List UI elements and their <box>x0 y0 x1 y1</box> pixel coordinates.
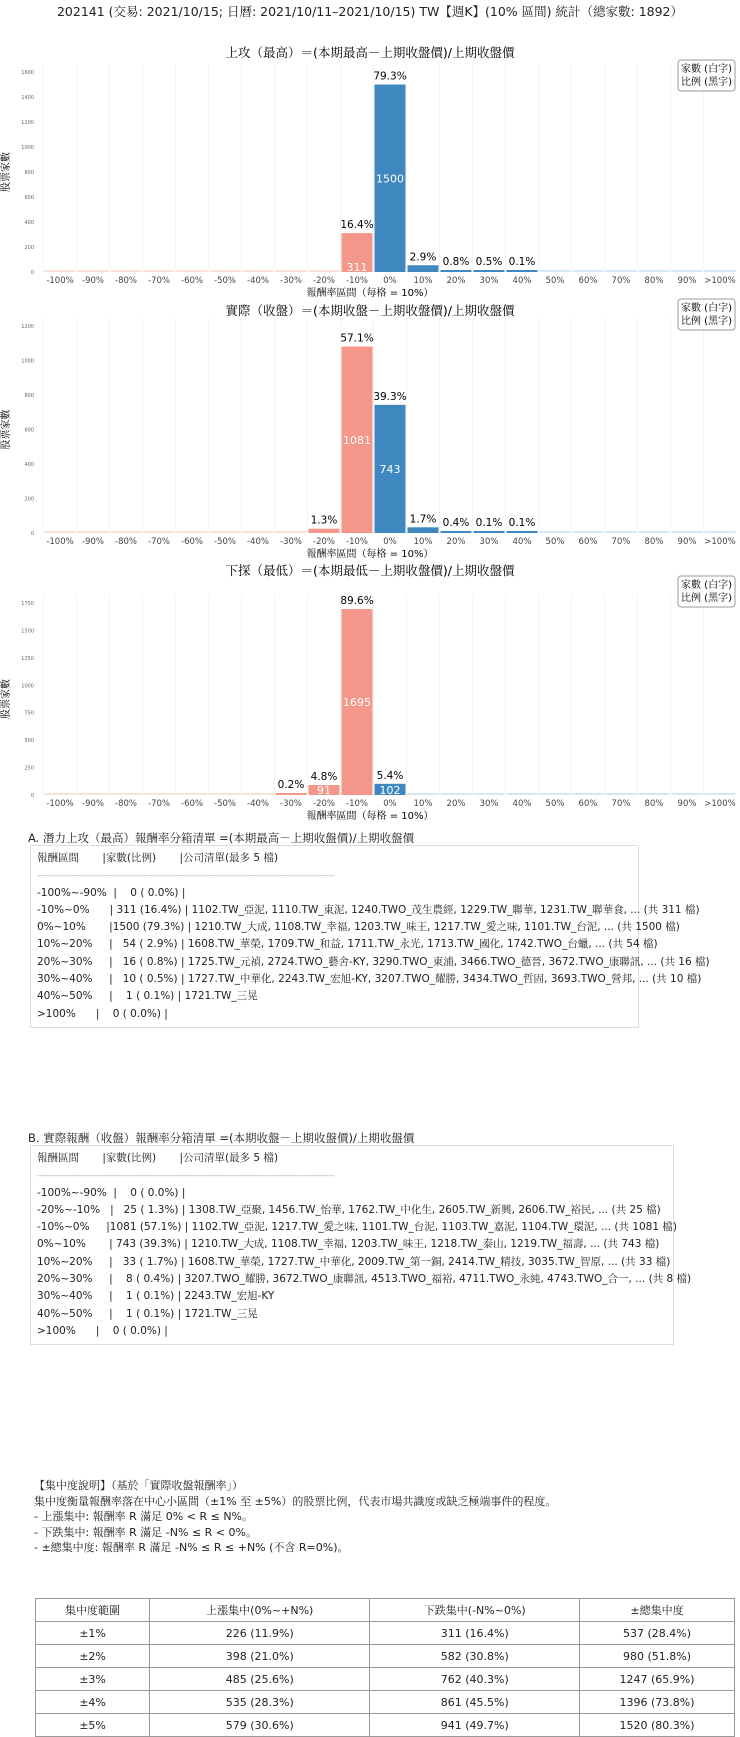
x-tick-label: 70% <box>611 276 631 286</box>
y-tick-label: 400 <box>24 462 34 468</box>
table-header: 集中度範圍 <box>36 1599 150 1622</box>
x-tick-label: 30% <box>479 537 499 547</box>
x-tick-label: -90% <box>82 799 104 809</box>
y-tick-label: 1000 <box>21 145 34 151</box>
list-row: -100%~-90% | 0 ( 0.0%) | <box>37 1186 186 1199</box>
main-title: 202141 (交易: 2021/10/15; 日曆: 2021/10/11–2021/10/15) TW【週K】(10% 區間) 統計（總家數: 1892） <box>56 4 684 19</box>
y-tick-label: 600 <box>24 427 34 434</box>
bar--70% <box>144 793 175 795</box>
bar-percent-label: 2.9% <box>409 251 437 264</box>
bar-60% <box>573 531 604 533</box>
bar--30% <box>276 793 307 795</box>
bar-count-label: 1695 <box>343 696 371 710</box>
x-tick-label: -100% <box>46 537 74 547</box>
x-tick-label: -90% <box>82 537 104 547</box>
x-tick-label: >100% <box>704 276 736 286</box>
list-row: 10%~20% | 33 ( 1.7%) | 1608.TW_華榮, 1727.TW_中華化, 2009.TW_第一銅, 2414.TW_精技, 3035.TW_智原, ... (共 33 檔) <box>37 1255 671 1268</box>
list-header: 報酬區間 |家數(比例) |公司清單(最多 5 檔) <box>37 1152 279 1164</box>
y-tick-label: 1500 <box>21 628 34 635</box>
list-row: 30%~40% | 1 ( 0.1%) | 2243.TW_宏旭-KY <box>37 1290 275 1303</box>
legend-entry: 家數 (白字) <box>681 303 732 314</box>
y-tick-label: 200 <box>24 496 34 503</box>
x-tick-label: -40% <box>247 799 269 809</box>
table-header: 下跌集中(-N%~0%) <box>370 1599 580 1622</box>
bar-percent-label: 0.1% <box>508 256 536 268</box>
list-row: -100%~-90% | 0 ( 0.0%) | <box>37 886 186 899</box>
x-tick-label: -50% <box>214 537 236 547</box>
bar--90% <box>78 793 109 795</box>
chart-high <box>0 45 740 305</box>
x-tick-label: >100% <box>704 799 736 809</box>
table-cell: 980 (51.8%) <box>580 1645 735 1668</box>
bar-count-label: 311 <box>346 261 368 274</box>
x-tick-label: -30% <box>280 537 302 547</box>
bar--20% <box>309 529 340 533</box>
y-axis-label: 股票家數 <box>1 409 12 450</box>
table-row <box>36 1668 735 1691</box>
bar-30% <box>474 793 505 795</box>
list-divider: ------------------------------------------------------------------------------------------------------- <box>37 871 335 881</box>
bar-percent-label: 89.6% <box>340 595 374 608</box>
table-cell: 1520 (80.3%) <box>580 1714 735 1737</box>
concentration-line: 集中度衡量報酬率落在中心小區間（±1% 至 ±5%）的股票比例，代表市場共識度或缺乏極端事件的程度。 <box>34 1494 557 1508</box>
table-cell: ±5% <box>36 1714 150 1737</box>
list-row: 0%~10% |1500 (79.3%) | 1210.TW_大成, 1108.TW_幸福, 1203.TW_味王, 1217.TW_愛之味, 1101.TW_台泥, ... (共 1500 檔) <box>37 921 680 934</box>
bar--90% <box>78 270 109 272</box>
bar-percent-label: 1.7% <box>409 513 437 526</box>
x-tick-label: -70% <box>148 537 170 547</box>
section-b-list <box>30 1145 692 1345</box>
bar--80% <box>111 270 142 272</box>
x-tick-label: -100% <box>46 276 74 286</box>
bar-percent-label: 0.2% <box>277 779 305 791</box>
bar-70% <box>606 531 637 533</box>
x-tick-label: -100% <box>46 799 74 809</box>
list-row: 20%~30% | 8 ( 0.4%) | 3207.TWO_耀勝, 3672.TWO_康聯訊, 4513.TWO_福裕, 4711.TWO_永純, 4743.TWO_合一, ... (共 8 檔) <box>37 1273 692 1286</box>
table-row <box>36 1714 735 1737</box>
table-cell: 579 (30.6%) <box>150 1714 370 1737</box>
list-row: 40%~50% | 1 ( 0.1%) | 1721.TW_三晃 <box>37 1307 258 1320</box>
x-tick-label: 0% <box>383 537 397 547</box>
bar--70% <box>144 531 175 533</box>
bar--40% <box>243 793 274 795</box>
table-cell: 941 (49.7%) <box>370 1714 580 1737</box>
x-tick-label: -70% <box>148 799 170 809</box>
table-row <box>36 1691 735 1714</box>
y-axis-label: 股票家數 <box>1 152 12 192</box>
bar-percent-label: 79.3% <box>373 70 407 83</box>
concentration-line: - 下跌集中: 報酬率 R 滿足 -N% ≤ R < 0%。 <box>34 1525 257 1539</box>
x-tick-label: >100% <box>704 537 736 547</box>
bar-90% <box>672 270 703 272</box>
bar-percent-label: 0.1% <box>475 517 503 529</box>
legend-entry: 比例 (黑字) <box>681 77 732 88</box>
table-cell: 537 (28.4%) <box>580 1622 735 1645</box>
x-tick-label: 80% <box>644 537 664 547</box>
concentration-description <box>34 1478 556 1556</box>
y-tick-label: 600 <box>24 195 34 201</box>
table-cell: 1396 (73.8%) <box>580 1691 735 1714</box>
concentration-line: - ±總集中度: 報酬率 R 滿足 -N% ≤ R ≤ +N% (不含 R=0%)。 <box>34 1541 349 1554</box>
bar-percent-label: 0.4% <box>442 517 470 529</box>
bar--100% <box>45 793 76 795</box>
bar--50% <box>210 531 241 533</box>
x-axis-label: 報酬率區間（每格 = 10%） <box>306 811 434 822</box>
bar-percent-label: 16.4% <box>340 219 374 232</box>
chart-low <box>0 560 740 820</box>
bar-percent-label: 0.5% <box>475 256 503 268</box>
table-cell: 861 (45.5%) <box>370 1691 580 1714</box>
x-tick-label: 30% <box>479 799 499 809</box>
bar-10% <box>408 793 439 795</box>
table-header: 上漲集中(0%~+N%) <box>150 1599 370 1622</box>
bar-percent-label: 1.3% <box>310 514 338 527</box>
bar--20% <box>309 270 340 272</box>
bar-80% <box>639 531 670 533</box>
bar-count-label: 743 <box>379 462 401 476</box>
table-cell: 535 (28.3%) <box>150 1691 370 1714</box>
bar-30% <box>474 270 505 272</box>
bar-percent-label: 0.8% <box>442 256 470 268</box>
bar-20% <box>441 531 472 533</box>
y-tick-label: 1000 <box>21 683 34 690</box>
x-tick-label: -90% <box>82 276 104 286</box>
x-tick-label: -70% <box>148 276 170 286</box>
y-tick-label: 1200 <box>21 120 34 126</box>
x-tick-label: -60% <box>181 799 203 809</box>
bar--70% <box>144 270 175 272</box>
x-tick-label: -40% <box>247 276 269 286</box>
x-tick-label: 0% <box>383 276 397 286</box>
bar-80% <box>639 793 670 795</box>
bar--100% <box>45 270 76 272</box>
x-axis-label: 報酬率區間（每格 = 10%） <box>306 549 434 560</box>
bar--60% <box>177 531 208 533</box>
bar--50% <box>210 270 241 272</box>
bar--60% <box>177 793 208 795</box>
x-tick-label: 40% <box>512 537 532 547</box>
bar->100% <box>705 531 736 533</box>
list-row: 10%~20% | 54 ( 2.9%) | 1608.TW_華榮, 1709.TW_和益, 1711.TW_永光, 1713.TW_國化, 1742.TWO_台蠟, ... (共 54 檔) <box>37 938 658 951</box>
table-cell: 226 (11.9%) <box>150 1622 370 1645</box>
concentration-table <box>35 1598 735 1737</box>
bar-60% <box>573 793 604 795</box>
legend-entry: 家數 (白字) <box>681 64 732 75</box>
list-row: -20%~-10% | 25 ( 1.3%) | 1308.TW_亞聚, 1456.TW_怡華, 1762.TW_中化生, 2605.TW_新興, 2606.TW_裕民, ... (共 25 檔) <box>37 1203 661 1216</box>
bar-percent-label: 5.4% <box>376 769 404 782</box>
bar-50% <box>540 531 571 533</box>
bar-percent-label: 4.8% <box>310 771 338 784</box>
x-tick-label: -60% <box>181 276 203 286</box>
chart-title: 實際（收盤）＝(本期收盤－上期收盤價)/上期收盤價 <box>225 303 515 318</box>
list-row: -10%~0% |1081 (57.1%) | 1102.TW_亞泥, 1217.TW_愛之味, 1101.TW_台泥, 1103.TW_嘉泥, 1104.TW_環泥, ... (共 1081 檔) <box>37 1221 677 1234</box>
table-cell: ±1% <box>36 1622 150 1645</box>
bar-50% <box>540 270 571 272</box>
x-tick-label: 90% <box>677 537 697 547</box>
legend-entry: 比例 (黑字) <box>681 593 732 604</box>
x-tick-label: 90% <box>677 276 697 286</box>
table-cell: ±2% <box>36 1645 150 1668</box>
bar-30% <box>474 531 505 533</box>
bar-90% <box>672 531 703 533</box>
y-tick-label: 250 <box>24 765 34 772</box>
x-tick-label: 20% <box>446 276 466 286</box>
bar-percent-label: 39.3% <box>373 390 407 403</box>
x-tick-label: 50% <box>545 276 565 286</box>
y-tick-label: 1400 <box>21 95 34 101</box>
x-tick-label: -10% <box>346 276 368 286</box>
bar-percent-label: 57.1% <box>340 332 374 345</box>
table-row <box>36 1645 735 1668</box>
bar--100% <box>45 531 76 533</box>
x-tick-label: 0% <box>383 799 397 809</box>
y-tick-label: 1000 <box>21 358 34 365</box>
table-header: ±總集中度 <box>580 1599 735 1622</box>
section-a-list <box>30 845 710 1028</box>
section-b-title: B. 實際報酬（收盤）報酬率分箱清單 =(本期收盤－上期收盤價)/上期收盤價 <box>28 1131 415 1145</box>
x-tick-label: 60% <box>578 537 598 547</box>
table-cell: ±4% <box>36 1691 150 1714</box>
bar-20% <box>441 270 472 272</box>
bar->100% <box>705 793 736 795</box>
bar-count-label: 102 <box>379 784 401 797</box>
x-tick-label: -80% <box>115 799 137 809</box>
chart-title: 上攻（最高）＝(本期最高－上期收盤價)/上期收盤價 <box>225 45 515 60</box>
x-tick-label: -80% <box>115 276 137 286</box>
x-tick-label: 50% <box>545 799 565 809</box>
y-tick-label: 1750 <box>21 601 34 607</box>
concentration-line: - 上漲集中: 報酬率 R 滿足 0% < R ≤ N%。 <box>34 1510 253 1523</box>
x-tick-label: -30% <box>280 276 302 286</box>
y-tick-label: 200 <box>24 245 34 251</box>
bar-40% <box>507 270 538 272</box>
x-axis-label: 報酬率區間（每格 = 10%） <box>306 288 434 299</box>
list-row: 0%~10% | 743 (39.3%) | 1210.TW_大成, 1108.TW_幸福, 1203.TW_味王, 1218.TW_泰山, 1219.TW_福壽, ... (共 743 檔) <box>37 1238 660 1251</box>
bar-90% <box>672 793 703 795</box>
bar-percent-label: 0.1% <box>508 517 536 529</box>
y-tick-label: 400 <box>24 220 34 226</box>
bar--80% <box>111 531 142 533</box>
table-cell: 311 (16.4%) <box>370 1622 580 1645</box>
bar--40% <box>243 531 274 533</box>
x-tick-label: -10% <box>346 537 368 547</box>
table-cell: 1247 (65.9%) <box>580 1668 735 1691</box>
list-row: >100% | 0 ( 0.0%) | <box>37 1324 168 1337</box>
x-tick-label: 50% <box>545 537 565 547</box>
bar-80% <box>639 270 670 272</box>
list-row: 30%~40% | 10 ( 0.5%) | 1727.TW_中華化, 2243.TW_宏旭-KY, 3207.TWO_耀勝, 3434.TWO_哲固, 3693.TWO_營邦, ... (共 10 檔) <box>37 973 702 986</box>
x-tick-label: 80% <box>644 799 664 809</box>
legend-entry: 比例 (黑字) <box>681 316 732 327</box>
table-row <box>36 1622 735 1645</box>
bar->100% <box>705 270 736 272</box>
x-tick-label: 70% <box>611 537 631 547</box>
list-row: 20%~30% | 16 ( 0.8%) | 1725.TW_元禎, 2724.TWO_藝舍-KY, 3290.TWO_東浦, 3466.TWO_德晉, 3672.TWO_康聯訊, ... (共 16 檔) <box>37 955 710 968</box>
x-tick-label: -40% <box>247 537 269 547</box>
y-axis-label: 股票家數 <box>1 679 12 719</box>
bar--90% <box>78 531 109 533</box>
x-tick-label: 60% <box>578 276 598 286</box>
bar-60% <box>573 270 604 272</box>
x-tick-label: 20% <box>446 537 466 547</box>
y-tick-label: 1600 <box>21 70 34 76</box>
x-tick-label: -10% <box>346 799 368 809</box>
y-tick-label: 500 <box>24 738 34 745</box>
x-tick-label: 40% <box>512 276 532 286</box>
bar-10% <box>408 265 439 272</box>
chart-title: 下探（最低）＝(本期最低－上期收盤價)/上期收盤價 <box>225 563 515 578</box>
x-tick-label: 30% <box>479 276 499 286</box>
x-tick-label: 10% <box>413 537 433 547</box>
bar-count-label: 1081 <box>343 433 371 447</box>
list-divider: ------------------------------------------------------------------------------------------------------- <box>37 1171 335 1181</box>
list-row: 40%~50% | 1 ( 0.1%) | 1721.TW_三晃 <box>37 990 258 1003</box>
bar-count-label: 91 <box>317 784 331 797</box>
x-tick-label: 90% <box>677 799 697 809</box>
y-tick-label: 800 <box>24 170 34 176</box>
bar-40% <box>507 531 538 533</box>
list-header: 報酬區間 |家數(比例) |公司清單(最多 5 檔) <box>37 852 279 864</box>
x-tick-label: 70% <box>611 799 631 809</box>
y-tick-label: 0 <box>30 531 34 537</box>
list-row: -10%~0% | 311 (16.4%) | 1102.TW_亞泥, 1110.TW_東泥, 1240.TWO_茂生農經, 1229.TW_聯華, 1231.TW_聯華食, ... (共 311 檔) <box>37 903 700 916</box>
x-tick-label: 10% <box>413 799 433 809</box>
bar-50% <box>540 793 571 795</box>
bar--60% <box>177 270 208 272</box>
y-tick-label: 1200 <box>21 324 34 330</box>
x-tick-label: -30% <box>280 799 302 809</box>
bar--80% <box>111 793 142 795</box>
x-tick-label: -20% <box>313 537 335 547</box>
legend-entry: 家數 (白字) <box>681 580 732 591</box>
y-tick-label: 1250 <box>21 655 34 662</box>
x-tick-label: -60% <box>181 537 203 547</box>
x-tick-label: -50% <box>214 276 236 286</box>
bar--40% <box>243 270 274 272</box>
table-cell: 485 (25.6%) <box>150 1668 370 1691</box>
table-cell: 762 (40.3%) <box>370 1668 580 1691</box>
bar--50% <box>210 793 241 795</box>
chart-close <box>0 300 740 560</box>
x-tick-label: 20% <box>446 799 466 809</box>
x-tick-label: -80% <box>115 537 137 547</box>
x-tick-label: -50% <box>214 799 236 809</box>
bar-70% <box>606 793 637 795</box>
x-tick-label: 60% <box>578 799 598 809</box>
list-row: >100% | 0 ( 0.0%) | <box>37 1007 168 1020</box>
bar-70% <box>606 270 637 272</box>
bar-count-label: 1500 <box>376 172 404 186</box>
x-tick-label: 10% <box>413 276 433 286</box>
y-tick-label: 0 <box>30 793 34 799</box>
bar-10% <box>408 527 439 533</box>
x-tick-label: -20% <box>313 276 335 286</box>
x-tick-label: -20% <box>313 799 335 809</box>
y-tick-label: 750 <box>24 710 34 717</box>
x-tick-label: 80% <box>644 276 664 286</box>
table-cell: 582 (30.8%) <box>370 1645 580 1668</box>
table-cell: ±3% <box>36 1668 150 1691</box>
bar--30% <box>276 531 307 533</box>
section-a-title: A. 潛力上攻（最高）報酬率分箱清單 =(本期最高－上期收盤價)/上期收盤價 <box>28 831 415 845</box>
bar-20% <box>441 793 472 795</box>
y-tick-label: 0 <box>30 270 34 276</box>
table-cell: 398 (21.0%) <box>150 1645 370 1668</box>
bar--30% <box>276 270 307 272</box>
bar-40% <box>507 793 538 795</box>
y-tick-label: 800 <box>24 393 34 399</box>
x-tick-label: 40% <box>512 799 532 809</box>
concentration-line: 【集中度說明】（基於「實際收盤報酬率」） <box>34 1479 243 1492</box>
